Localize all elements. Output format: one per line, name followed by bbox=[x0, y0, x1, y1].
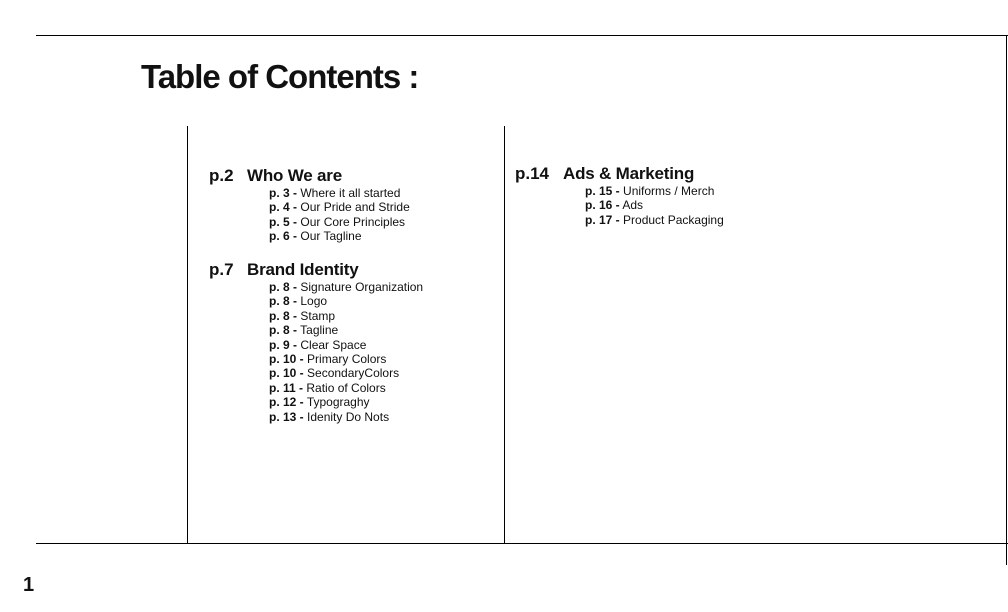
entry-label: Stamp bbox=[300, 308, 336, 323]
toc-section-ads-marketing bbox=[515, 164, 724, 227]
entry-page-number: p. 17 - bbox=[585, 212, 620, 227]
entry-label: Our Core Principles bbox=[300, 214, 406, 229]
section-title: Ads & Marketing bbox=[563, 164, 695, 183]
entry-label: Product Packaging bbox=[623, 212, 724, 227]
entry-page-number: p. 9 - bbox=[269, 337, 298, 352]
entry-label: Ads bbox=[622, 198, 644, 213]
toc-entry bbox=[269, 323, 423, 337]
entry-label: Where it all started bbox=[300, 186, 401, 200]
entry-page-number: p. 6 - bbox=[269, 229, 298, 244]
toc-entry bbox=[269, 366, 423, 380]
entry-label: Idenity Do Nots bbox=[307, 409, 390, 424]
toc-entry bbox=[269, 381, 423, 395]
toc-entry bbox=[269, 338, 423, 352]
sub-entry-list bbox=[269, 280, 423, 424]
top-rule bbox=[36, 35, 1008, 36]
page-number: 1 bbox=[23, 574, 35, 596]
entry-page-number: p. 4 - bbox=[269, 200, 298, 215]
section-title: Brand Identity bbox=[247, 260, 359, 279]
section-page-number: p.2 bbox=[209, 166, 234, 185]
section-heading bbox=[209, 260, 423, 280]
entry-page-number: p. 5 - bbox=[269, 214, 298, 229]
entry-page-number: p. 11 - bbox=[269, 380, 304, 395]
toc-entry bbox=[269, 410, 423, 424]
column-divider-left bbox=[187, 126, 188, 543]
entry-label: Signature Organization bbox=[300, 280, 424, 294]
toc-section-who-we-are bbox=[209, 166, 410, 244]
entry-label: Primary Colors bbox=[307, 352, 387, 367]
toc-entry bbox=[585, 198, 724, 212]
entry-label: Clear Space bbox=[300, 337, 367, 352]
toc-entry bbox=[269, 309, 423, 323]
toc-entry bbox=[269, 352, 423, 366]
entry-label: Ratio of Colors bbox=[306, 380, 386, 395]
page-title: Table of Contents : bbox=[141, 58, 419, 95]
toc-entry bbox=[585, 213, 724, 227]
entry-label: Tagline bbox=[300, 323, 339, 338]
toc-entry bbox=[269, 395, 423, 409]
section-title: Who We are bbox=[247, 166, 342, 185]
toc-entry bbox=[269, 229, 410, 243]
section-page-number: p.7 bbox=[209, 260, 234, 279]
entry-page-number: p. 8 - bbox=[269, 280, 298, 294]
entry-label: SecondaryColors bbox=[307, 366, 400, 381]
right-rule bbox=[1006, 35, 1007, 565]
entry-label: Our Tagline bbox=[300, 229, 362, 244]
entry-page-number: p. 15 - bbox=[585, 184, 620, 198]
sub-entry-list bbox=[269, 186, 410, 244]
entry-label: Typograghy bbox=[306, 395, 370, 410]
entry-page-number: p. 8 - bbox=[269, 294, 298, 309]
entry-label: Our Pride and Stride bbox=[300, 200, 410, 215]
toc-section-brand-identity bbox=[209, 260, 423, 424]
toc-entry bbox=[269, 215, 410, 229]
toc-entry bbox=[269, 200, 410, 214]
entry-page-number: p. 8 - bbox=[269, 308, 298, 323]
section-page-number: p.14 bbox=[515, 164, 550, 183]
sub-entry-list bbox=[585, 184, 724, 227]
column-divider-middle bbox=[504, 126, 505, 543]
entry-page-number: p. 13 - bbox=[269, 409, 304, 424]
section-heading bbox=[515, 164, 724, 184]
entry-page-number: p. 12 - bbox=[269, 395, 304, 410]
entry-page-number: p. 10 - bbox=[269, 352, 304, 367]
entry-page-number: p. 3 - bbox=[269, 186, 298, 200]
entry-page-number: p. 10 - bbox=[269, 366, 304, 381]
bottom-rule bbox=[36, 543, 1008, 544]
entry-page-number: p. 16 - bbox=[585, 198, 620, 213]
toc-entry bbox=[269, 294, 423, 308]
entry-page-number: p. 8 - bbox=[269, 323, 298, 338]
entry-label: Uniforms / Merch bbox=[623, 184, 715, 198]
toc-entry bbox=[585, 184, 724, 198]
toc-entry bbox=[269, 280, 423, 294]
section-heading bbox=[209, 166, 410, 186]
entry-label: Logo bbox=[300, 294, 328, 309]
toc-entry bbox=[269, 186, 410, 200]
